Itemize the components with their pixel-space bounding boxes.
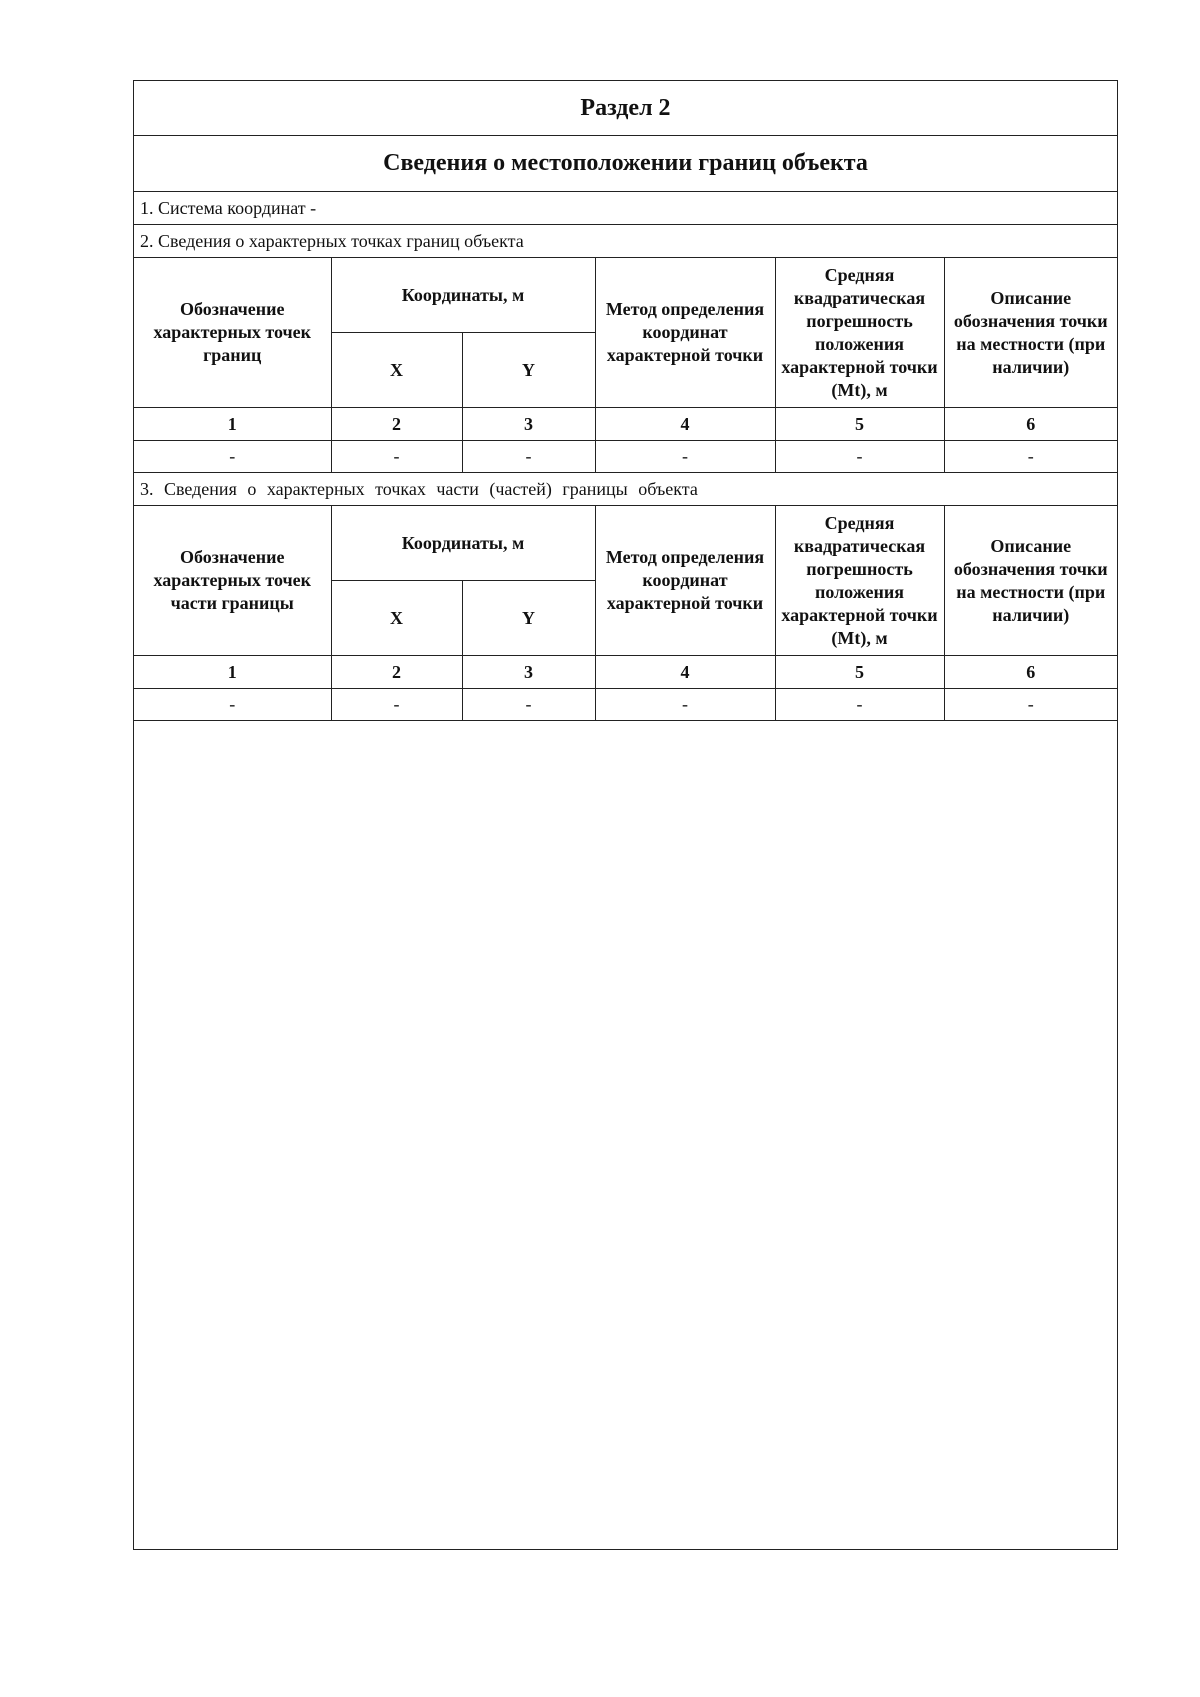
- document-sheet: [133, 80, 1118, 1550]
- table-cell: -: [134, 441, 331, 473]
- header-description: Описание обозначения точки на местности (при наличии): [944, 258, 1117, 408]
- column-number: 3: [462, 408, 595, 441]
- table-cell: -: [595, 689, 775, 721]
- part-boundary-points-table: [134, 506, 1117, 721]
- column-number: 3: [462, 656, 595, 689]
- column-number: 1: [134, 408, 331, 441]
- table-cell: -: [134, 689, 331, 721]
- table-cell: -: [331, 689, 462, 721]
- table-cell: -: [462, 441, 595, 473]
- table-cell: -: [775, 441, 944, 473]
- table-cell: -: [775, 689, 944, 721]
- column-number: 6: [944, 408, 1117, 441]
- section-title: Раздел 2: [134, 81, 1117, 136]
- header-mean-error: Средняя квадратическая погрешность положения характерной точки (Mt), м: [775, 506, 944, 656]
- header-point-designation: Обозначение характерных точек границ: [134, 258, 331, 408]
- part-boundary-points-heading: 3. Сведения о характерных точках части (частей) границы объекта: [134, 473, 1117, 506]
- header-y: Y: [462, 581, 595, 656]
- column-number: 4: [595, 656, 775, 689]
- header-method: Метод определения координат характерной точки: [595, 506, 775, 656]
- table-cell: -: [944, 689, 1117, 721]
- table-row: [134, 441, 1117, 473]
- header-mean-error: Средняя квадратическая погрешность положения характерной точки (Mt), м: [775, 258, 944, 408]
- column-number: 2: [331, 656, 462, 689]
- column-number: 1: [134, 656, 331, 689]
- column-number: 2: [331, 408, 462, 441]
- boundary-points-heading: 2. Сведения о характерных точках границ объекта: [134, 225, 1117, 258]
- header-point-designation: Обозначение характерных точек части границы: [134, 506, 331, 656]
- header-description: Описание обозначения точки на местности (при наличии): [944, 506, 1117, 656]
- table-cell: -: [944, 441, 1117, 473]
- header-y: Y: [462, 333, 595, 408]
- section-subtitle: Сведения о местоположении границ объекта: [134, 136, 1117, 192]
- column-number: 5: [775, 408, 944, 441]
- boundary-points-table: [134, 258, 1117, 473]
- table-cell: -: [595, 441, 775, 473]
- table-row: [134, 689, 1117, 721]
- column-numbers-row: [134, 408, 1117, 441]
- column-number: 6: [944, 656, 1117, 689]
- column-number: 5: [775, 656, 944, 689]
- header-method: Метод определения координат характерной точки: [595, 258, 775, 408]
- header-coordinates: Координаты, м: [331, 258, 595, 333]
- header-coordinates: Координаты, м: [331, 506, 595, 581]
- column-number: 4: [595, 408, 775, 441]
- header-x: X: [331, 581, 462, 656]
- column-numbers-row: [134, 656, 1117, 689]
- header-x: X: [331, 333, 462, 408]
- table-cell: -: [331, 441, 462, 473]
- table-cell: -: [462, 689, 595, 721]
- coordinate-system-line: 1. Система координат -: [134, 192, 1117, 225]
